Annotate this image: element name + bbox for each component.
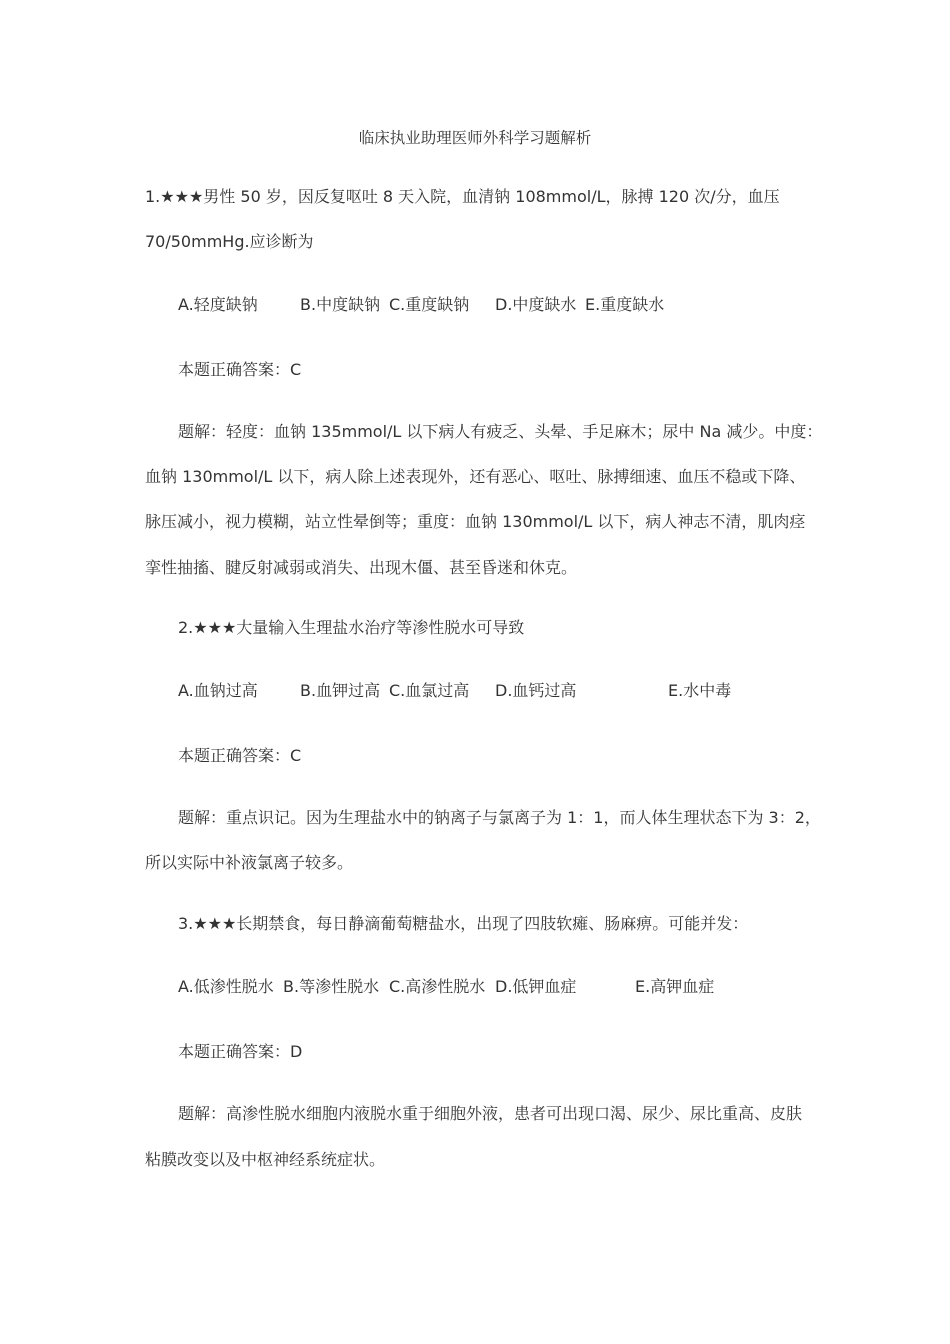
q3-option-c: C.高渗性脱水 [389, 977, 486, 996]
q2-option-a: A.血钠过高 [178, 681, 258, 700]
q2-answer: 本题正确答案：C [178, 746, 302, 765]
q2-option-c: C.血氯过高 [389, 681, 470, 700]
q1-explain-line-3: 脉压减小，视力模糊，站立性晕倒等；重度：血钠 130mmol/L 以下，病人神志不清，肌肉痉 [145, 512, 806, 531]
q1-answer: 本题正确答案：C [178, 360, 302, 379]
q1-explain-line-2: 血钠 130mmol/L 以下，病人除上述表现外，还有恶心、呕吐、脉搏细速、血压不稳或下降、 [145, 467, 806, 486]
q3-option-b: B.等渗性脱水 [283, 977, 380, 996]
q1-option-b: B.中度缺钠 [300, 295, 381, 314]
q1-option-a: A.轻度缺钠 [178, 295, 258, 314]
q1-stem-line-1: 1.★★★男性 50 岁，因反复呕吐 8 天入院，血清钠 108mmol/L，脉搏 120 次/分，血压 [145, 187, 780, 206]
q1-option-e: E.重度缺水 [585, 295, 665, 314]
q2-option-e: E.水中毒 [668, 681, 732, 700]
q3-option-e: E.高钾血症 [635, 977, 715, 996]
q2-option-d: D.血钙过高 [495, 681, 577, 700]
q2-option-b: B.血钾过高 [300, 681, 381, 700]
q3-stem: 3.★★★长期禁食，每日静滴葡萄糖盐水，出现了四肢软瘫、肠麻痹。可能并发： [178, 914, 749, 933]
q1-option-c: C.重度缺钠 [389, 295, 470, 314]
page-title: 临床执业助理医师外科学习题解析 [358, 129, 592, 147]
q3-option-d: D.低钾血症 [495, 977, 577, 996]
q3-answer: 本题正确答案：D [178, 1042, 303, 1061]
q3-option-a: A.低渗性脱水 [178, 977, 274, 996]
q1-stem-line-2: 70/50mmHg.应诊断为 [145, 232, 314, 251]
q3-explain-line-2: 粘膜改变以及中枢神经系统症状。 [145, 1150, 386, 1169]
q1-option-d: D.中度缺水 [495, 295, 577, 314]
q1-explain-line-1: 题解：轻度：血钠 135mmol/L 以下病人有疲乏、头晕、手足麻木；尿中 Na 减少。中度： [178, 422, 823, 441]
q2-stem: 2.★★★大量输入生理盐水治疗等渗性脱水可导致 [178, 618, 525, 637]
q2-explain-line-2: 所以实际中补液氯离子较多。 [145, 853, 354, 872]
q2-explain-line-1: 题解：重点识记。因为生理盐水中的钠离子与氯离子为 1：1，而人体生理状态下为 3：2， [178, 808, 821, 827]
q3-explain-line-1: 题解：高渗性脱水细胞内液脱水重于细胞外液，患者可出现口渴、尿少、尿比重高、皮肤 [178, 1104, 803, 1123]
q1-explain-line-4: 挛性抽搐、腱反射减弱或消失、出现木僵、甚至昏迷和休克。 [145, 558, 578, 577]
